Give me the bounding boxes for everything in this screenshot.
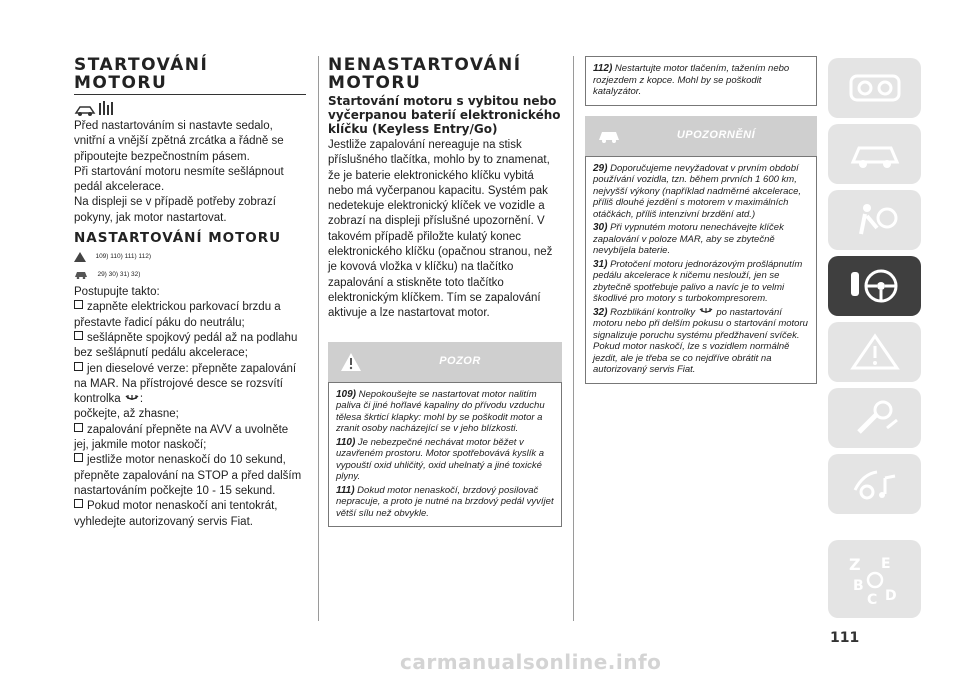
side-tab-maintenance[interactable] (828, 388, 921, 448)
refs: 29) 30) 31) 32) (97, 271, 141, 279)
list-item: sešlápněte spojkový pedál až na podlahu bez sešlápnutí pedálu akcelerace; (74, 331, 298, 360)
list-item: jestliže motor nenaskočí do 10 sekund, přepněte zapalování na STOP a před dalším nastartováním počkejte 10 - 15 sekund. (74, 454, 302, 497)
media-icon (847, 464, 903, 504)
note: 30) Při vypnutém motoru nenechávejte klíček zapalování v poloze MAR, aby se zbytečně nevybíjela baterie. (593, 222, 784, 256)
glow-plug-icon (698, 307, 714, 317)
lead-text: Postupujte takto: (74, 286, 160, 299)
note: 111) Dokud motor nenaskočí, brzdový posilovač nepracuje, a proto je nutné na brzdový pedál vyvíjet větší sílu než obvykle. (336, 484, 554, 519)
list-item: zapněte elektrickou parkovací brzdu a přestavte řadicí páku do neutrálu; (74, 301, 281, 329)
section-title: NENASTARTOVÁNÍ MOTORU (328, 55, 522, 93)
note: 112) Nestartujte motor tlačením, tažením nebo rozjezdem z kopce. Mohl by se poškodit katalyzátor. (593, 63, 790, 97)
side-tab-multimedia[interactable] (828, 454, 921, 514)
svg-text:B: B (853, 578, 864, 594)
checkbox-bullet-icon (74, 499, 83, 508)
car-pedal-icon (74, 99, 118, 117)
checkbox-bullet-icon (74, 362, 83, 371)
svg-text:E: E (881, 556, 891, 572)
svg-text:C: C (867, 592, 878, 608)
section-title: STARTOVÁNÍ MOTORU (74, 55, 209, 93)
subsection-title: NASTARTOVÁNÍ MOTORU (74, 230, 282, 247)
caution-refs (74, 266, 306, 282)
warning-box (328, 382, 562, 528)
steering-key-icon (847, 266, 903, 306)
warning-banner (328, 342, 562, 382)
column-left (74, 56, 306, 530)
note: 109) Nepokoušejte se nastartovat motor nalitím paliva či jiné hořlavé kapaliny do přívodu vzduchu tělesa škrticí klapky: mohl by se poškodit motor a zranit osoby nacházející se v jeho blízkosti. (336, 388, 545, 435)
column-divider (573, 56, 574, 621)
note: 29) Doporučujeme nevyžadovat v prvním období používání vozidla, tzn. během prvních 1 600 km, nejvyšší výkony (například nadměrné akcelerace, příliš dlouhé jezdění s motorem v maximálních otáčkách, příliš intenzivní brzdění atd.) (593, 162, 802, 220)
svg-text:D: D (885, 588, 897, 604)
page-number: 111 (830, 630, 860, 646)
dashboard-icon (847, 68, 903, 108)
paragraph: Jestliže zapalování nereaguje na stisk příslušného tlačítka, mohlo by to znamenat, že je baterie elektronického klíčku vybitá nebo má vyčerpanou kapacitu. Systém pak nedetekuje elektronický klíček ve vozidle a zobrazí na displeji příslušné upozornění. V takovém případě přiložte kulatý konec elektronického klíčku (opačnou stranou, než je kovová vložka v klíčku) na tlačítko zapalování a stiskněte toto tlačítko elektronickým klíčkem. Tím se zapalování aktivuje a lze nastartovat motor. (328, 139, 553, 320)
warning-triangle-icon (74, 252, 86, 262)
side-tab-emergency[interactable] (828, 322, 921, 382)
subsection-title: Startování motoru s vybitou nebo vyčerpanou baterií elektronického klíčku (Keyless Entry/Go) (328, 94, 561, 136)
index-letters-icon (847, 550, 903, 608)
note-box (585, 56, 817, 106)
paragraph: Při startování motoru nesmíte sešlápnout pedál akcelerace. (74, 165, 284, 194)
banner-title: POZOR (439, 354, 481, 367)
svg-text:Z: Z (849, 555, 861, 574)
caution-box (585, 156, 817, 384)
car-caution-icon (74, 268, 88, 279)
side-tab-car[interactable] (828, 124, 921, 184)
side-tab-safety[interactable] (828, 190, 921, 250)
paragraph: Na displeji se v případě potřeby zobrazí pokyny, jak motor nastartovat. (74, 196, 276, 224)
caution-banner (585, 116, 817, 156)
side-tab-start-drive[interactable] (828, 256, 921, 316)
checkbox-bullet-icon (74, 300, 83, 309)
airbag-icon (847, 200, 903, 240)
checkbox-bullet-icon (74, 423, 83, 432)
symbol-row (74, 99, 306, 119)
list-item: jen dieselové verze: přepněte zapalování na MAR. Na přístrojové desce se rozsvítí kontrolka : počkejte, až zhasne; (74, 362, 297, 421)
column-right (585, 56, 817, 384)
wrench-icon (847, 398, 903, 438)
car-icon (847, 134, 903, 174)
list-item: Pokud motor nenaskočí ani tentokrát, vyhledejte autorizovaný servis Fiat. (74, 500, 278, 528)
note: 32) Rozblikání kontrolky po nastartování motoru nebo při delším pokusu o startování motoru signalizuje poruchu systému předžhavení svíček. Pokud motor naskočí, lze s vozidlem normálně jezdit, ale je třeba se co nejdříve obrátit na autorizovaný servis Fiat. (593, 306, 808, 375)
warning-refs (74, 248, 306, 264)
note: 31) Protočení motoru jednorázovým prošlápnutím pedálu akcelerace k ničemu neslouží, jen se zbytečně spotřebuje palivo a navíc je to velmi škodlivé pro motory s turbokompresorem. (593, 258, 803, 304)
side-tab-dashboard[interactable] (828, 58, 921, 118)
checkbox-bullet-icon (74, 331, 83, 340)
glow-plug-icon (124, 394, 140, 404)
warning-icon (847, 332, 903, 372)
note: 110) Je nebezpečné nechávat motor běžet v uzavřeném prostoru. Motor spotřebovává kyslík a vypouští oxid uhličitý, oxid uhelnatý a jiné toxické plyny. (336, 436, 545, 483)
column-divider (318, 56, 319, 621)
side-tab-index[interactable] (828, 540, 921, 618)
list-item: zapalování přepněte na AVV a uvolněte jej, jakmile motor naskočí; (74, 423, 289, 452)
title-rule (74, 94, 306, 95)
refs: 109) 110) 111) 112) (95, 253, 151, 261)
banner-title: UPOZORNĚNÍ (676, 128, 756, 141)
intro-paragraph: Před nastartováním si nastavte sedalo, vnitřní a vnější zpětná zrcátka a řádně se připoutejte bezpečnostním pásem. (74, 120, 284, 163)
column-middle (328, 56, 562, 527)
watermark: carmanualsonline.info (400, 650, 662, 674)
checkbox-bullet-icon (74, 453, 83, 462)
